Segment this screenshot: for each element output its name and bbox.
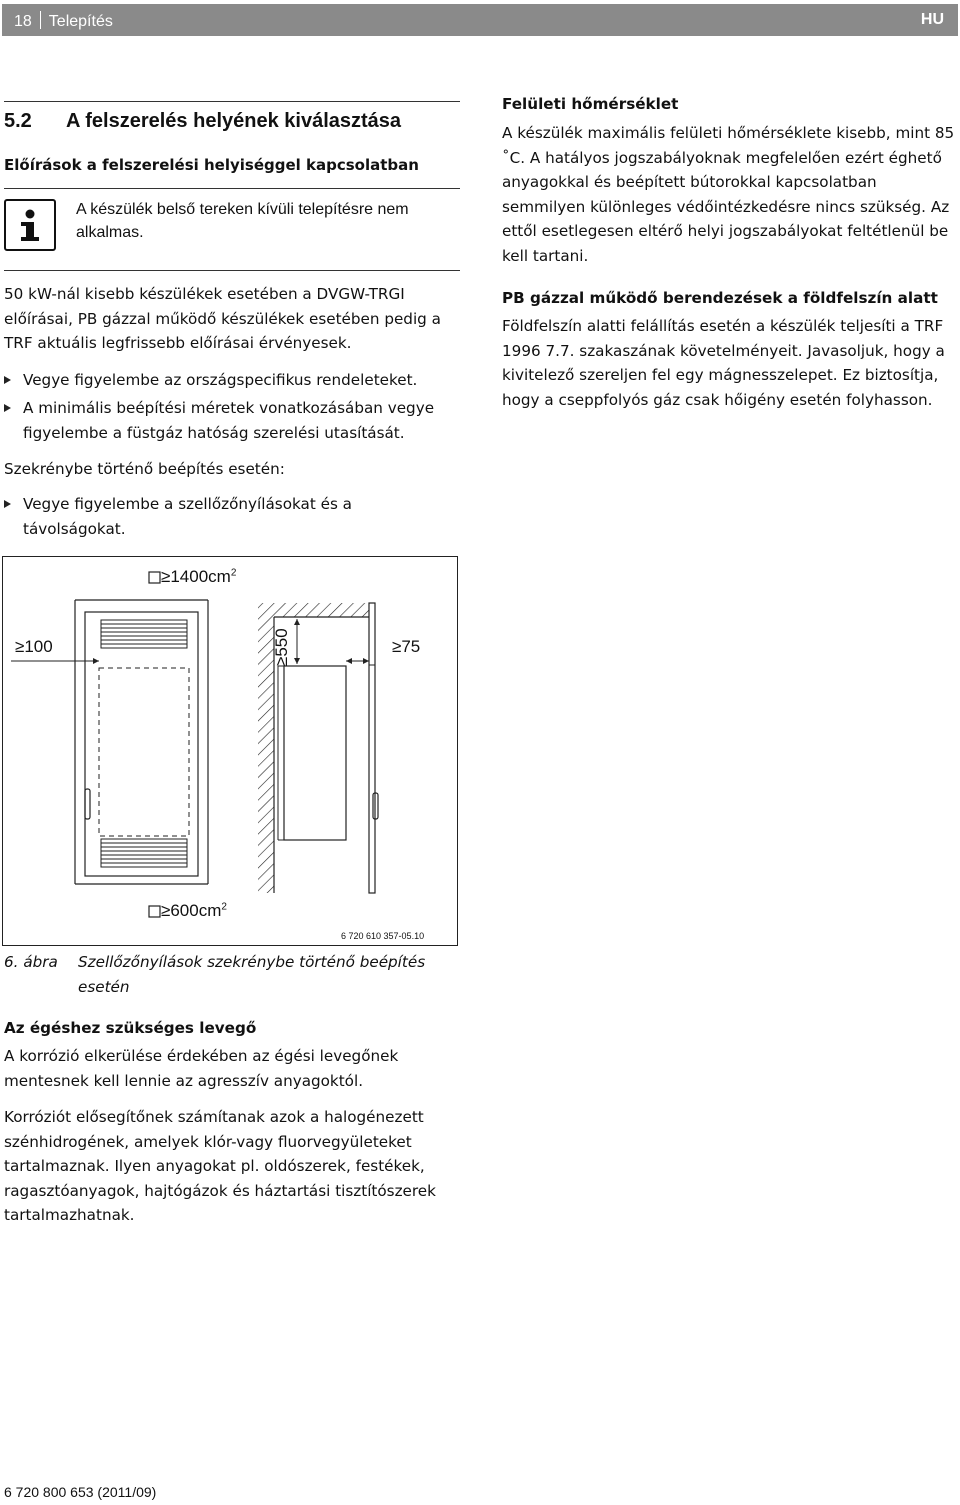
unit-superscript: 2 xyxy=(221,901,227,913)
divider xyxy=(4,270,460,271)
list-item-text: A minimális beépítési méretek vonatkozásában vegye figyelembe a füstgáz hatóság szerelési utasítását. xyxy=(23,399,435,442)
list-item-text: Vegye figyelembe az országspecifikus rendeleteket. xyxy=(23,371,418,389)
appliance-outline xyxy=(99,668,189,836)
cabinet-door-side xyxy=(369,603,375,893)
header-left xyxy=(14,11,113,31)
page-number: 18 xyxy=(14,13,32,30)
header-separator xyxy=(40,11,41,29)
section-subtitle: Előírások a felszerelési helyiséggel kapcsolatban xyxy=(4,156,419,174)
divider xyxy=(4,101,460,102)
section-number: 5.2 xyxy=(4,110,32,132)
ventilation-figure xyxy=(2,556,458,946)
cabinet-intro: Szekrénybe történő beépítés esetén: xyxy=(4,460,285,478)
unit-superscript: 2 xyxy=(230,567,237,579)
list-item xyxy=(4,368,460,393)
page-header xyxy=(2,4,958,36)
divider xyxy=(4,188,460,189)
area-symbol xyxy=(149,906,160,917)
ceiling-hatch xyxy=(274,603,369,617)
info-note: A készülék belső tereken kívüli telepítésre nem alkalmas. xyxy=(76,201,409,241)
air-paragraph-2: Korróziót elősegítőnek számítanak azok a halogénezett szénhidrogének, amelyek klór-vagy fluorvegyületeket tartalmaznak. Ilyen anyagokat pl. oldószerek, festékek, ragasztóanyagok, hajtógázok és háztartási tisztítószerek tartalmazhatnak. xyxy=(4,1108,436,1224)
figure-code: 6 720 610 357-05.10 xyxy=(341,931,425,941)
arrowhead xyxy=(93,658,99,664)
side-clearance-label: ≥100 xyxy=(15,637,53,656)
bottom-vent-label xyxy=(161,901,227,921)
top-vent-value: ≥1400cm xyxy=(161,567,231,586)
list-item xyxy=(4,492,404,541)
ventilation-diagram xyxy=(3,557,457,945)
section-title-text: A felszerelés helyének kiválasztása xyxy=(66,110,402,132)
height-clearance-label: ≥550 xyxy=(272,628,291,666)
footer-doc-code: 6 720 800 653 (2011/09) xyxy=(4,1484,157,1500)
right-clearance-label: ≥75 xyxy=(392,637,421,656)
info-icon xyxy=(4,199,56,251)
caption-text: Szellőzőnyílások szekrénybe történő beépítés esetén xyxy=(78,953,426,996)
surface-paragraph: A készülék maximális felületi hőmérséklete kisebb, mint 85 ˚C. A hatályos jogszabályoknak megfelelően ezért éghető anyagokkal és beépített bútorokkal kapcsolatban semmilyen különleges védőintézkedésre nincs szükség. Az ettől esetlegesen eltérő helyi jogszabályokat feltétlenül be kell tartani. xyxy=(502,124,955,265)
bottom-vent-grille xyxy=(101,839,187,867)
air-paragraph-1: A korrózió elkerülése érdekében az égési levegőnek mentesnek kell lennie az agresszív anyagoktól. xyxy=(4,1047,399,1090)
air-heading: Az égéshez szükséges levegő xyxy=(4,1019,257,1037)
bullet-marker xyxy=(4,500,11,508)
caption-label: 6. ábra xyxy=(4,953,58,971)
lpg-heading: PB gázzal működő berendezések a földfelszín alatt xyxy=(502,289,938,307)
list-item-text: Vegye figyelembe a szellőzőnyílásokat és a távolságokat. xyxy=(23,495,352,538)
top-vent-grille xyxy=(101,620,187,648)
list-item xyxy=(4,396,460,445)
surface-heading: Felületi hőmérséklet xyxy=(502,95,679,113)
area-symbol xyxy=(149,572,160,583)
lpg-paragraph: Földfelszín alatti felállítás esetén a készülék teljesíti a TRF 1996 7.7. szakaszának követelményeit. Javasoljuk, hogy a kivitelező szereljen fel egy mágnesszelepet. Ez biztosítja, hogy a cseppfolyós gáz csak hőigény esetén folyhasson. xyxy=(502,317,945,409)
bullet-marker xyxy=(4,404,11,412)
appliance-side xyxy=(284,666,346,840)
door-handle xyxy=(85,789,90,819)
figure-caption xyxy=(4,950,460,999)
regulation-paragraph: 50 kW-nál kisebb készülékek esetében a DVGW-TRGI előírásai, PB gázzal működő készülékek esetében pedig a TRF aktuális legfrissebb előírásai érvényesek. xyxy=(4,285,441,352)
bullet-marker xyxy=(4,376,11,384)
header-language: HU xyxy=(920,11,944,28)
section-title xyxy=(4,110,460,133)
top-vent-label xyxy=(161,567,236,587)
header-section: Telepítés xyxy=(48,13,113,30)
bottom-vent-value: ≥600cm xyxy=(161,901,222,920)
